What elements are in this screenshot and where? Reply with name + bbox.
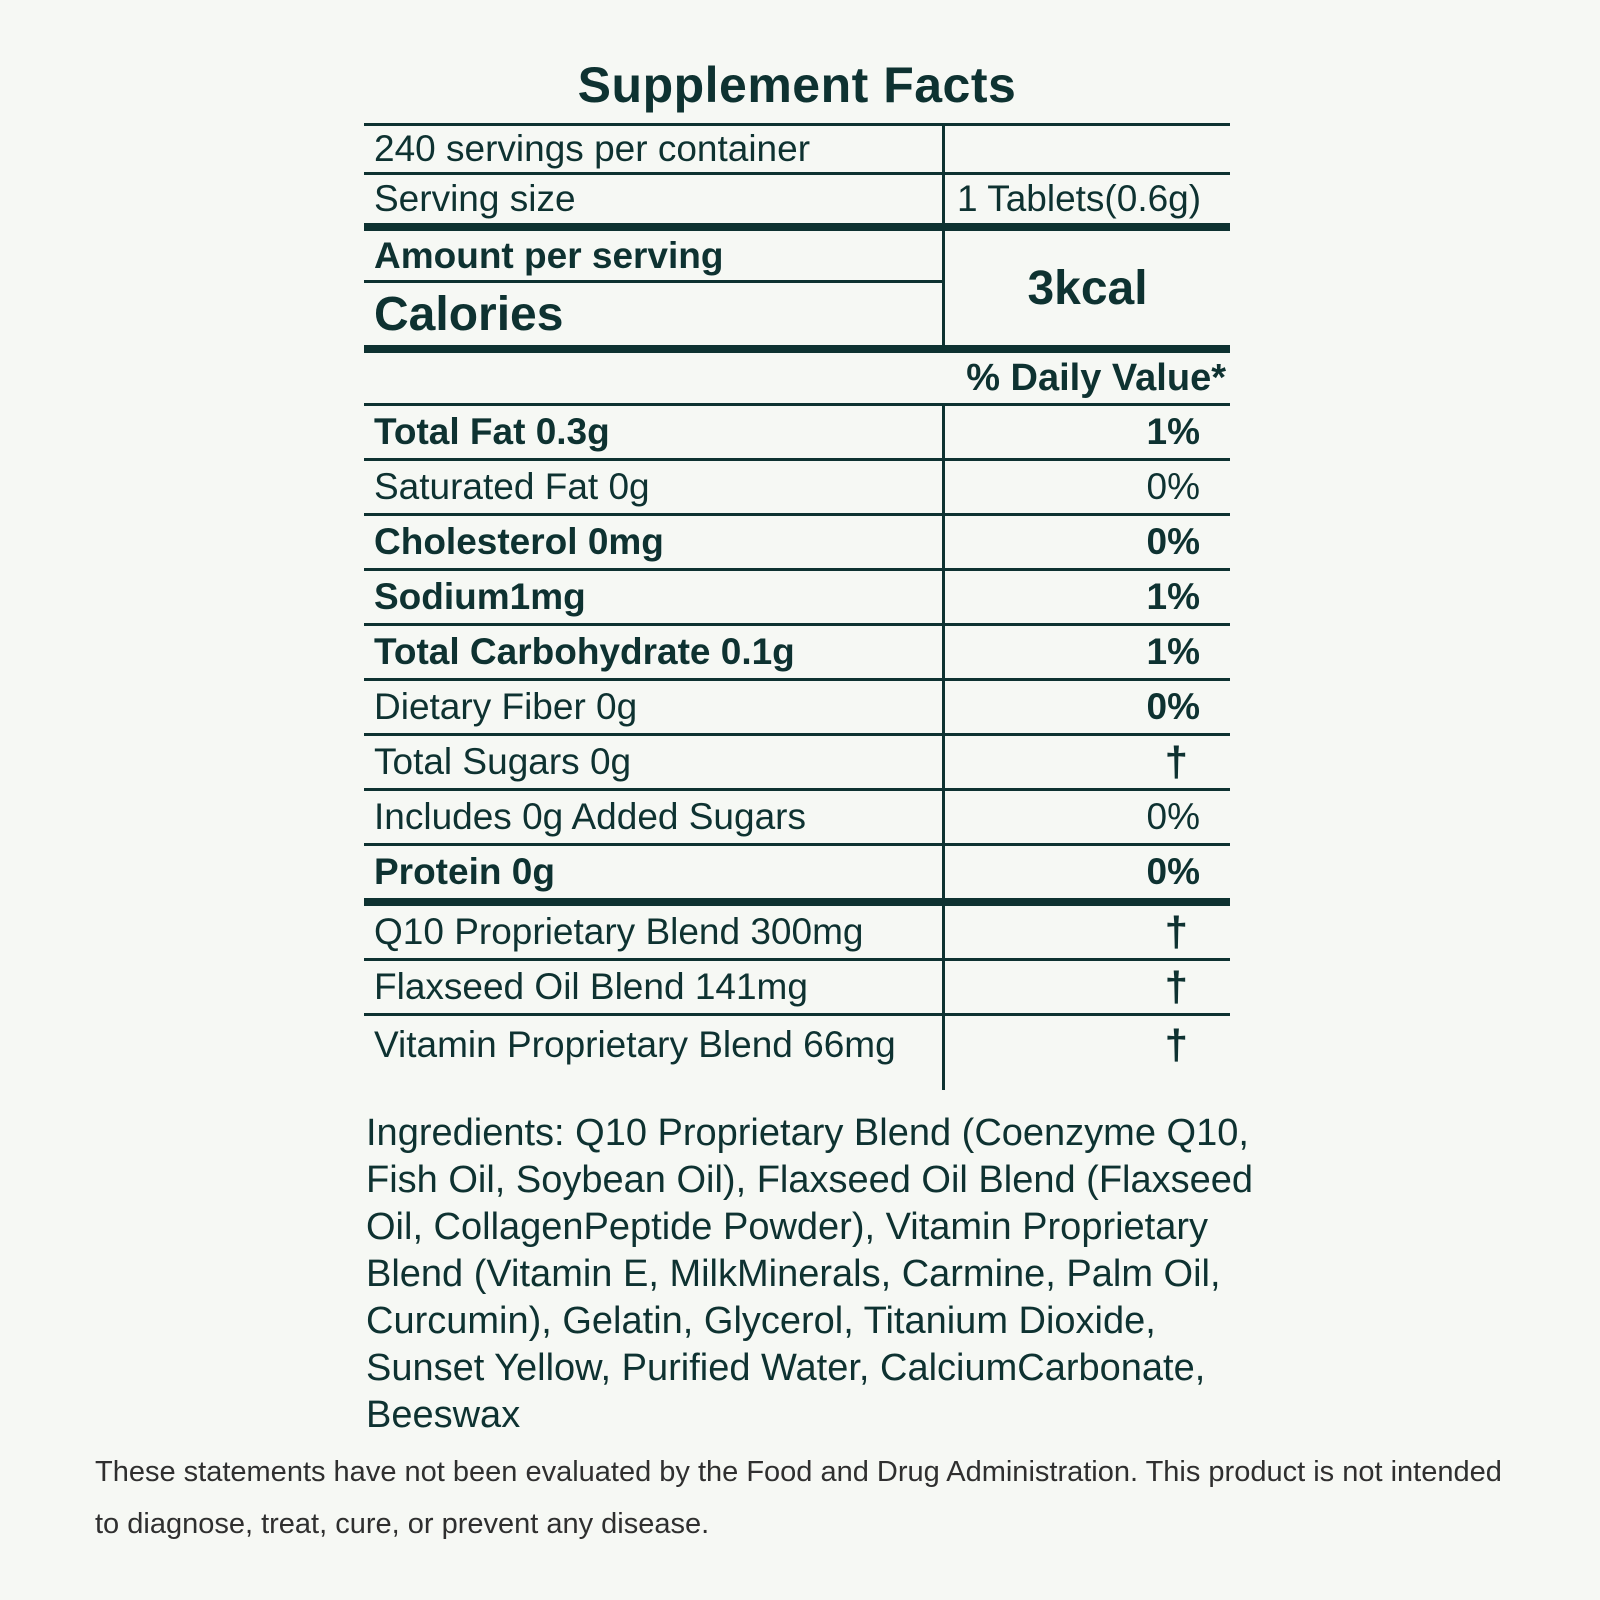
nutrient-value: 0% [1146,686,1200,727]
calories-block [364,231,1230,353]
nutrient-value: 1% [1146,631,1200,672]
label-title: Supplement Facts [577,57,1017,113]
fda-disclaimer: These statements have not been evaluated by the Food and Drug Administration. This product is not intended to diagnose, treat, cure, or prevent any disease. [95,1456,1502,1540]
blend-row-flaxseed [364,961,1230,1016]
nutrient-name: Cholesterol 0mg [364,516,945,568]
servings-per-container-text: 240 servings per container [364,126,945,172]
nutrient-name: Total Carbohydrate 0.1g [364,626,945,678]
supplement-facts-label [364,0,1254,1439]
nutrient-value: 0% [1146,466,1200,507]
servings-value-empty-cell [945,126,1230,172]
nutrient-row-total-fat [364,406,1230,461]
serving-size-label: Serving size [364,175,945,223]
blend-name: Q10 Proprietary Blend 300mg [364,906,945,958]
blend-name: Flaxseed Oil Blend 141mg [364,961,945,1013]
nutrient-row-saturated-fat [364,461,1230,516]
nutrient-row-total-carbohydrate [364,626,1230,681]
nutrient-name: Sodium1mg [364,571,945,623]
nutrient-value: 1% [1146,411,1200,452]
serving-size-row [364,175,1230,231]
calories-left-column [364,231,945,345]
nutrient-name: Saturated Fat 0g [364,461,945,513]
dagger-symbol: † [1164,738,1188,785]
dagger-symbol: † [1164,963,1188,1010]
nutrient-row-sodium [364,571,1230,626]
dagger-symbol: † [1164,1021,1188,1068]
blend-row-vitamin [364,1016,1230,1090]
nutrient-row-protein [364,846,1230,906]
nutrient-value: 0% [1146,796,1200,837]
amount-per-serving-label: Amount per serving [364,231,942,283]
nutrient-value: 1% [1146,576,1200,617]
dagger-symbol: † [1164,908,1188,955]
nutrient-row-dietary-fiber [364,681,1230,736]
nutrient-name: Total Sugars 0g [364,736,945,788]
nutrient-name: Dietary Fiber 0g [364,681,945,733]
servings-row [364,126,1230,175]
nutrient-row-added-sugars [364,791,1230,846]
calories-value: 3kcal [1027,261,1148,315]
ingredients-paragraph: Ingredients: Q10 Proprietary Blend (Coenzyme Q10, Fish Oil, Soybean Oil), Flaxseed Oil Blend (Flaxseed Oil, CollagenPeptide Powder), Vitamin Proprietary Blend (Vitamin E, MilkMinerals, Carmine, Palm Oil, Curcumin), Gelatin, Glycerol, Titanium Dioxide, Sunset Yellow, Purified Water, CalciumCarbonate, Beeswax [366,1112,1254,1436]
nutrient-row-total-sugars [364,736,1230,791]
nutrient-name: Includes 0g Added Sugars [364,791,945,843]
blend-row-q10 [364,906,1230,961]
calories-label: Calories [374,287,564,341]
facts-table [364,123,1230,1090]
blend-name: Vitamin Proprietary Blend 66mg [364,1016,945,1090]
nutrient-value: 0% [1146,851,1200,892]
nutrient-value: 0% [1146,521,1200,562]
nutrient-name: Total Fat 0.3g [364,406,945,458]
daily-value-header: % Daily Value* [364,353,1230,406]
nutrient-row-cholesterol [364,516,1230,571]
nutrient-name: Protein 0g [364,846,945,898]
serving-size-value: 1 Tablets(0.6g) [957,178,1202,219]
